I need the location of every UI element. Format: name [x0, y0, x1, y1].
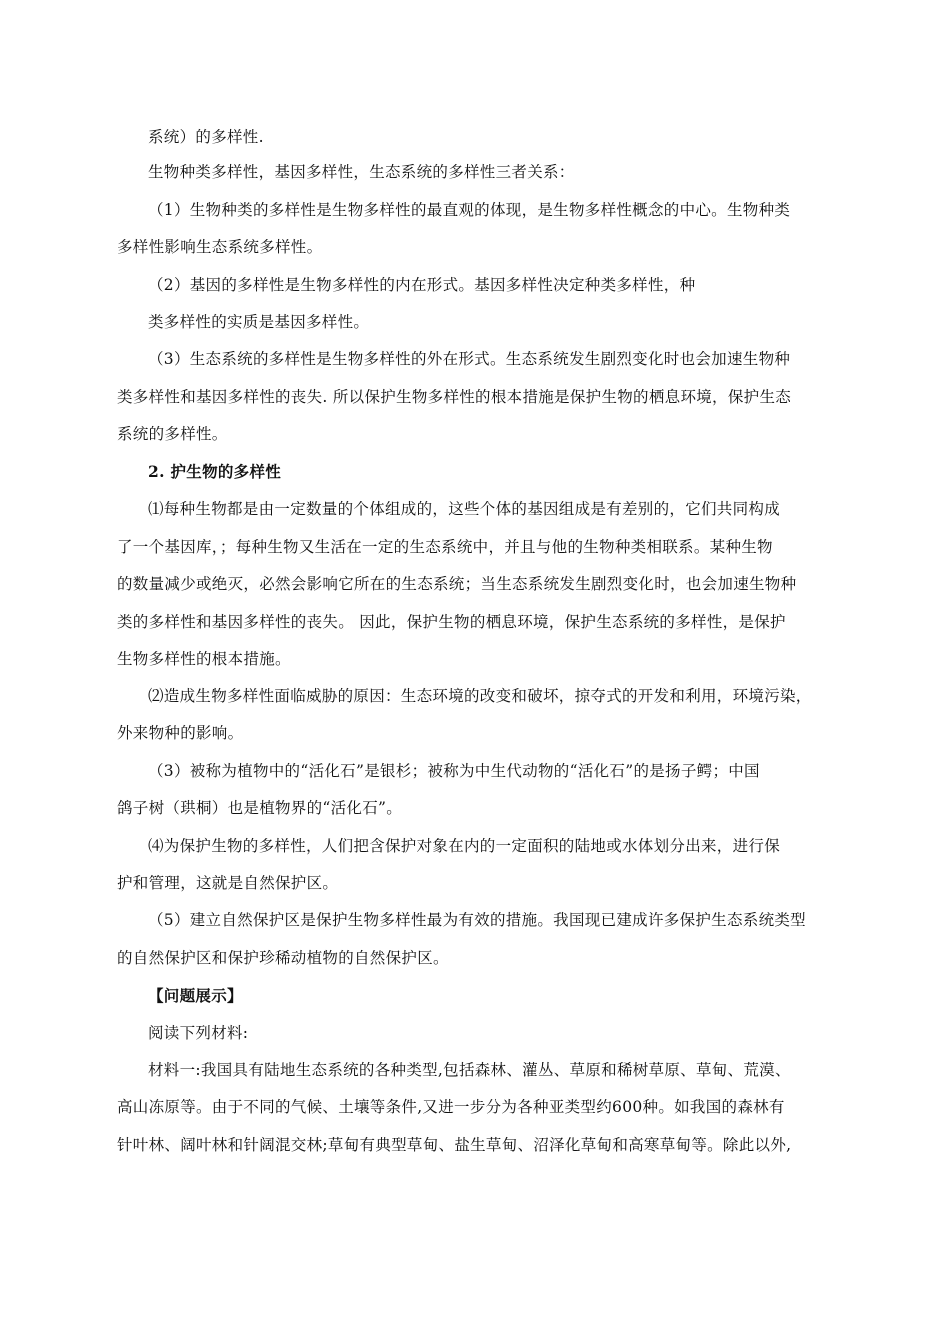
text-line: （3）生态系统的多样性是生物多样性的外在形式。生态系统发生剧烈变化时也会加速生物种	[148, 350, 791, 368]
text-line: 高山冻原等。由于不同的气候、土壤等条件,又进一步分为各种亚类型约600种。如我国的森林有	[117, 1098, 785, 1116]
text-line: （3）被称为植物中的“活化石”是银杉；被称为中生代动物的“活化石”的是扬子鳄；中国	[148, 762, 760, 780]
text-line: ⑴每种生物都是由一定数量的个体组成的，这些个体的基因组成是有差别的，它们共同构成	[148, 500, 781, 518]
text-line: 外来物种的影响。	[117, 724, 244, 742]
text-line: 多样性影响生态系统多样性。	[117, 238, 323, 256]
text-line: （5）建立自然保护区是保护生物多样性最为有效的措施。我国现已建成许多保护生态系统类型	[148, 911, 806, 929]
text-line: 鸽子树（珙桐）也是植物界的“活化石”。	[117, 799, 403, 817]
text-line: 的数量减少或绝灭，必然会影响它所在的生态系统；当生态系统发生剧烈变化时，也会加速生物种	[117, 575, 797, 593]
text-line: 针叶林、阔叶林和针阔混交林;草甸有典型草甸、盐生草甸、沼泽化草甸和高寒草甸等。除此以外,	[117, 1136, 792, 1154]
text-line: 类多样性和基因多样性的丧失. 所以保护生物多样性的根本措施是保护生物的栖息环境，保护生态	[117, 388, 792, 406]
text-line: 类的多样性和基因多样性的丧失。 因此，保护生物的栖息环境，保护生态系统的多样性，是保护	[117, 613, 786, 631]
text-line: 了一个基因库，；每种生物又生活在一定的生态系统中，并且与他的生物种类相联系。某种生物	[117, 538, 773, 556]
text-line: 的自然保护区和保护珍稀动植物的自然保护区。	[117, 949, 449, 967]
text-line: 系统的多样性。	[117, 425, 228, 443]
text-line: ⑷为保护生物的多样性，人们把含保护对象在内的一定面积的陆地或水体划分出来，进行保	[148, 837, 781, 855]
text-line: 护和管理，这就是自然保护区。	[117, 874, 339, 892]
text-line: 生物种类多样性，基因多样性，生态系统的多样性三者关系：	[148, 163, 575, 181]
text-line: 类多样性的实质是基因多样性。	[148, 313, 370, 331]
text-line: 系统）的多样性.	[148, 128, 264, 146]
text-line: 材料一:我国具有陆地生态系统的各种类型,包括森林、灌丛、草原和稀树草原、草甸、荒漠、	[148, 1061, 791, 1079]
text-line: 生物多样性的根本措施。	[117, 650, 291, 668]
section-heading: 【问题展示】	[148, 986, 243, 1005]
text-line: （1）生物种类的多样性是生物多样性的最直观的体现，是生物多样性概念的中心。生物种类	[148, 201, 791, 219]
text-line: 阅读下列材料:	[148, 1024, 249, 1042]
text-line: ⑵造成生物多样性面临威胁的原因：生态环境的改变和破坏，掠夺式的开发和利用，环境污染，	[148, 687, 812, 705]
text-line: （2）基因的多样性是生物多样性的内在形式。基因多样性决定种类多样性，种	[148, 276, 696, 294]
section-heading: 2. 护生物的多样性	[148, 462, 282, 481]
